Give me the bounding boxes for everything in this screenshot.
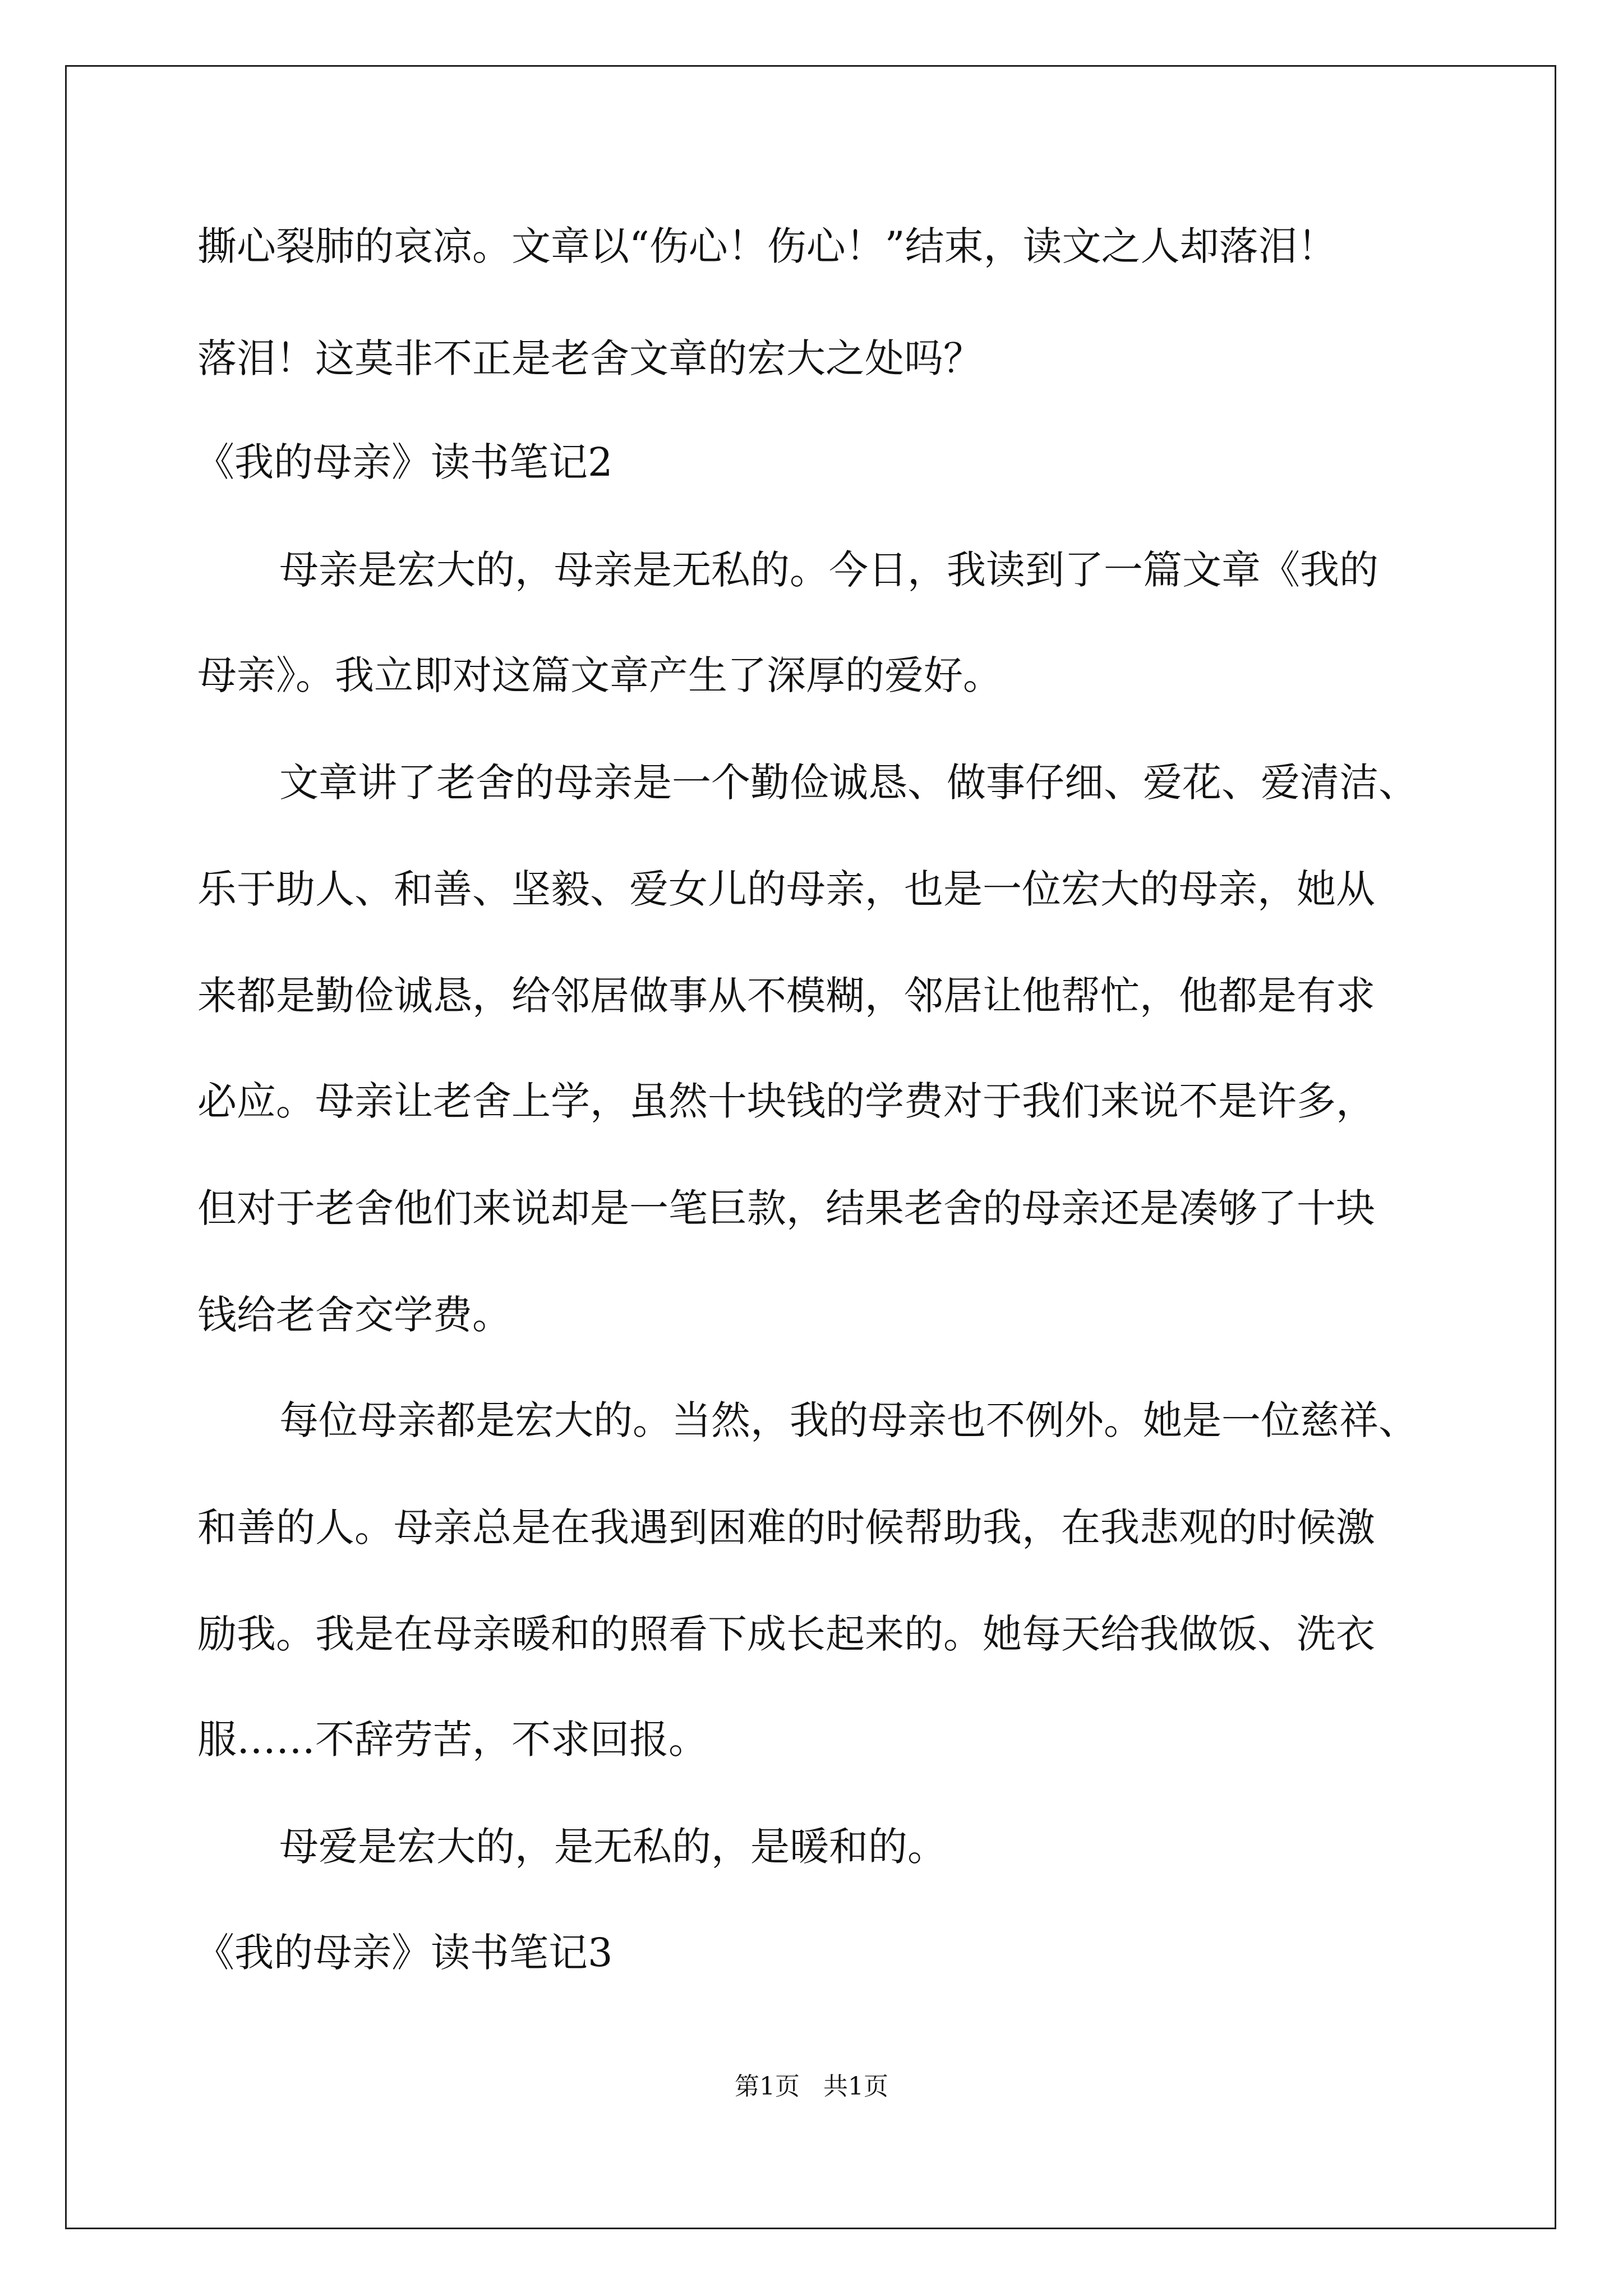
paragraph-line: 母亲是宏大的，母亲是无私的。今日，我读到了一篇文章《我的 xyxy=(279,547,1378,593)
page-border xyxy=(65,65,1556,2229)
section-heading-2: 《我的母亲》读书笔记2 xyxy=(195,439,613,485)
paragraph-line: 钱给老舍交学费。 xyxy=(197,1292,511,1338)
paragraph-line: 但对于老舍他们来说却是一笔巨款，结果老舍的母亲还是凑够了十块 xyxy=(197,1185,1375,1231)
paragraph-line: 励我。我是在母亲暖和的照看下成长起来的。她每天给我做饭、洗衣 xyxy=(197,1611,1375,1657)
paragraph-line: 来都是勤俭诚恳，给邻居做事从不模糊，邻居让他帮忙，他都是有求 xyxy=(197,973,1375,1019)
paragraph-line: 和善的人。母亲总是在我遇到困难的时候帮助我，在我悲观的时候激 xyxy=(197,1504,1375,1550)
paragraph-line: 乐于助人、和善、坚毅、爱女儿的母亲，也是一位宏大的母亲，她从 xyxy=(197,866,1375,912)
paragraph-line: 每位母亲都是宏大的。当然，我的母亲也不例外。她是一位慈祥、 xyxy=(279,1397,1418,1443)
paragraph-line: 服……不辞劳苦，不求回报。 xyxy=(197,1717,708,1763)
page-footer: 第1页 共1页 xyxy=(735,2072,888,2101)
paragraph-line: 必应。母亲让老舍上学，虽然十块钱的学费对于我们来说不是许多， xyxy=(197,1078,1375,1124)
paragraph-line: 母爱是宏大的，是无私的，是暖和的。 xyxy=(279,1824,947,1870)
paragraph-line: 撕心裂肺的哀凉。文章以“伤心！伤心！”结束，读文之人却落泪！ xyxy=(197,223,1337,269)
paragraph-line: 文章讲了老舍的母亲是一个勤俭诚恳、做事仔细、爱花、爱清洁、 xyxy=(279,760,1418,806)
section-heading-3: 《我的母亲》读书笔记3 xyxy=(195,1930,613,1976)
paragraph-line: 落泪！这莫非不正是老舍文章的宏大之处吗？ xyxy=(197,335,983,381)
paragraph-line: 母亲》。我立即对这篇文章产生了深厚的爱好。 xyxy=(197,652,1002,698)
